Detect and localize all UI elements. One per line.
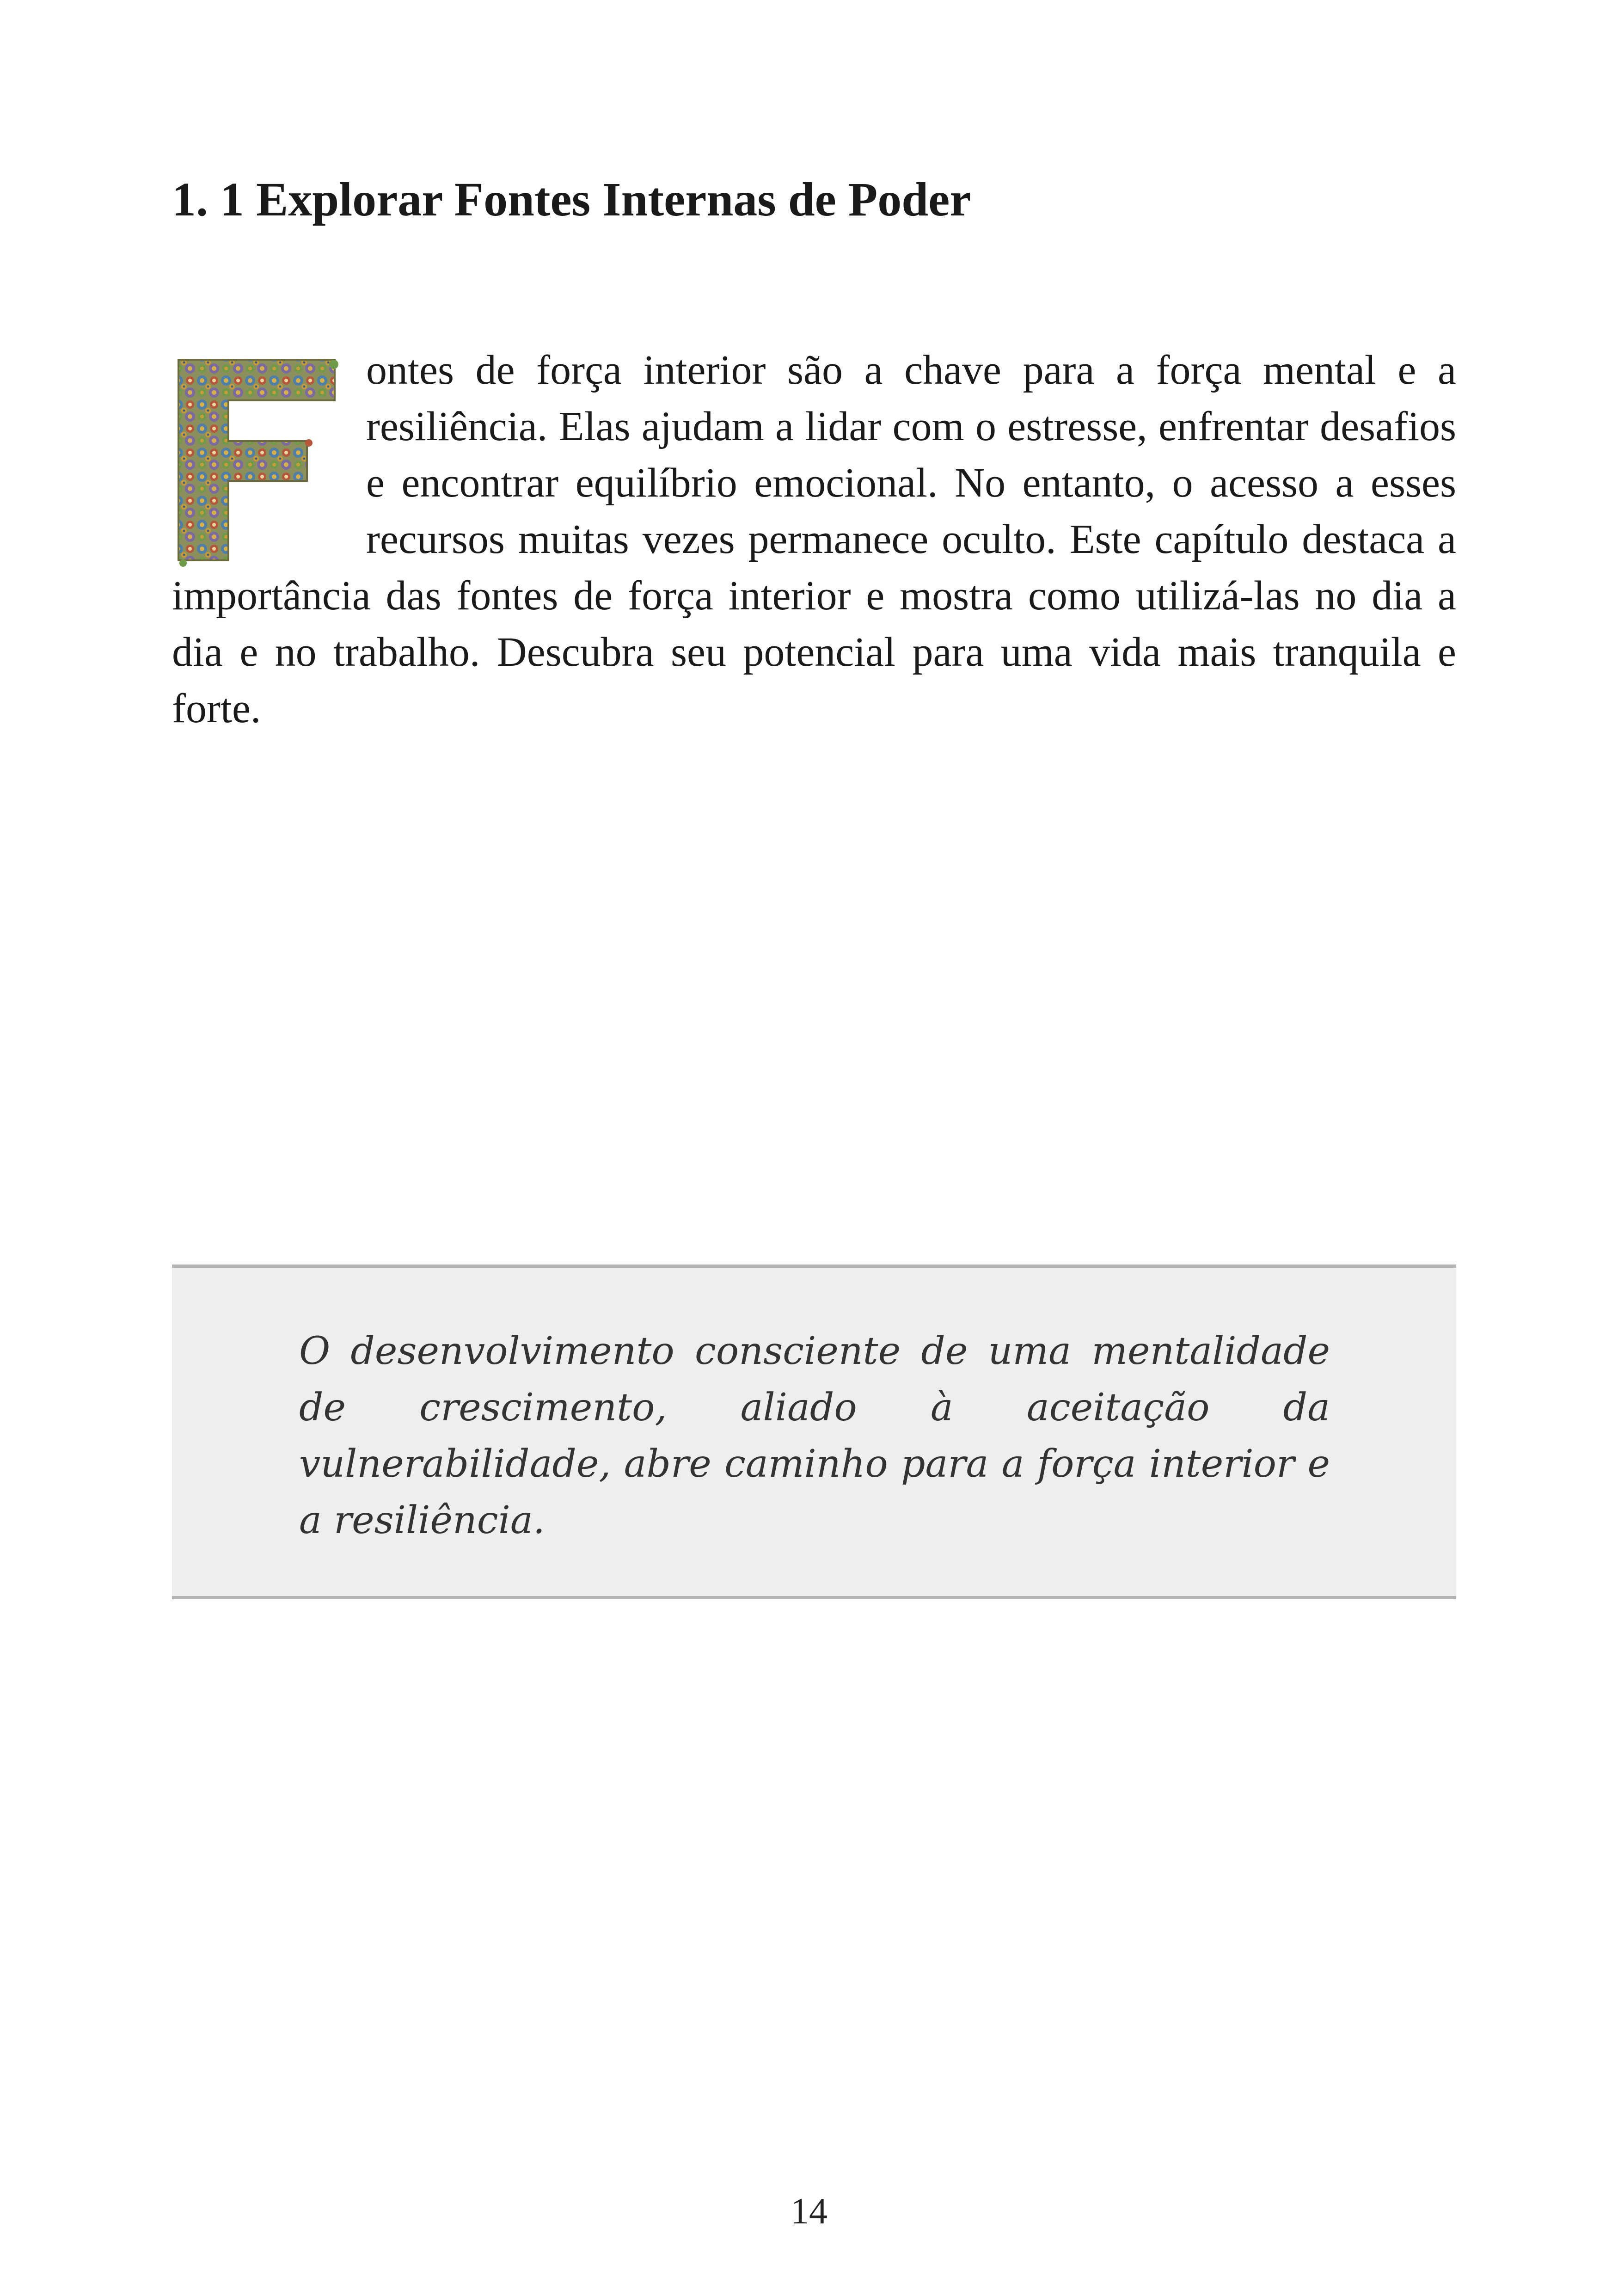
intro-text: ontes de força interior são a chave para a força mental e a resiliência. Elas ajudam a lidar com o estresse, enfrentar desafios e encontrar equilíbrio emocional. No entanto, o acesso a esses recursos muitas vezes permanece oculto. Este capítulo destaca a importância das fontes de força interior e mostra como utilizá-las no dia a dia e no trabalho. Descubra seu potencial para uma vida mais tranquila e forte. — [172, 347, 1456, 731]
drop-cap — [172, 350, 339, 568]
callout-box — [172, 1265, 1456, 1599]
section-heading: 1. 1 Explorar Fontes Internas de Poder — [172, 173, 971, 226]
intro-paragraph — [172, 342, 1456, 737]
callout-quote: O desenvolvimento consciente de uma mentalidade de crescimento, aliado à aceitação da vulnerabilidade, abre caminho para a força interior e a resiliência. — [299, 1329, 1330, 1542]
ornamental-letter-f-icon — [172, 350, 339, 568]
page-number: 14 — [791, 2191, 827, 2232]
